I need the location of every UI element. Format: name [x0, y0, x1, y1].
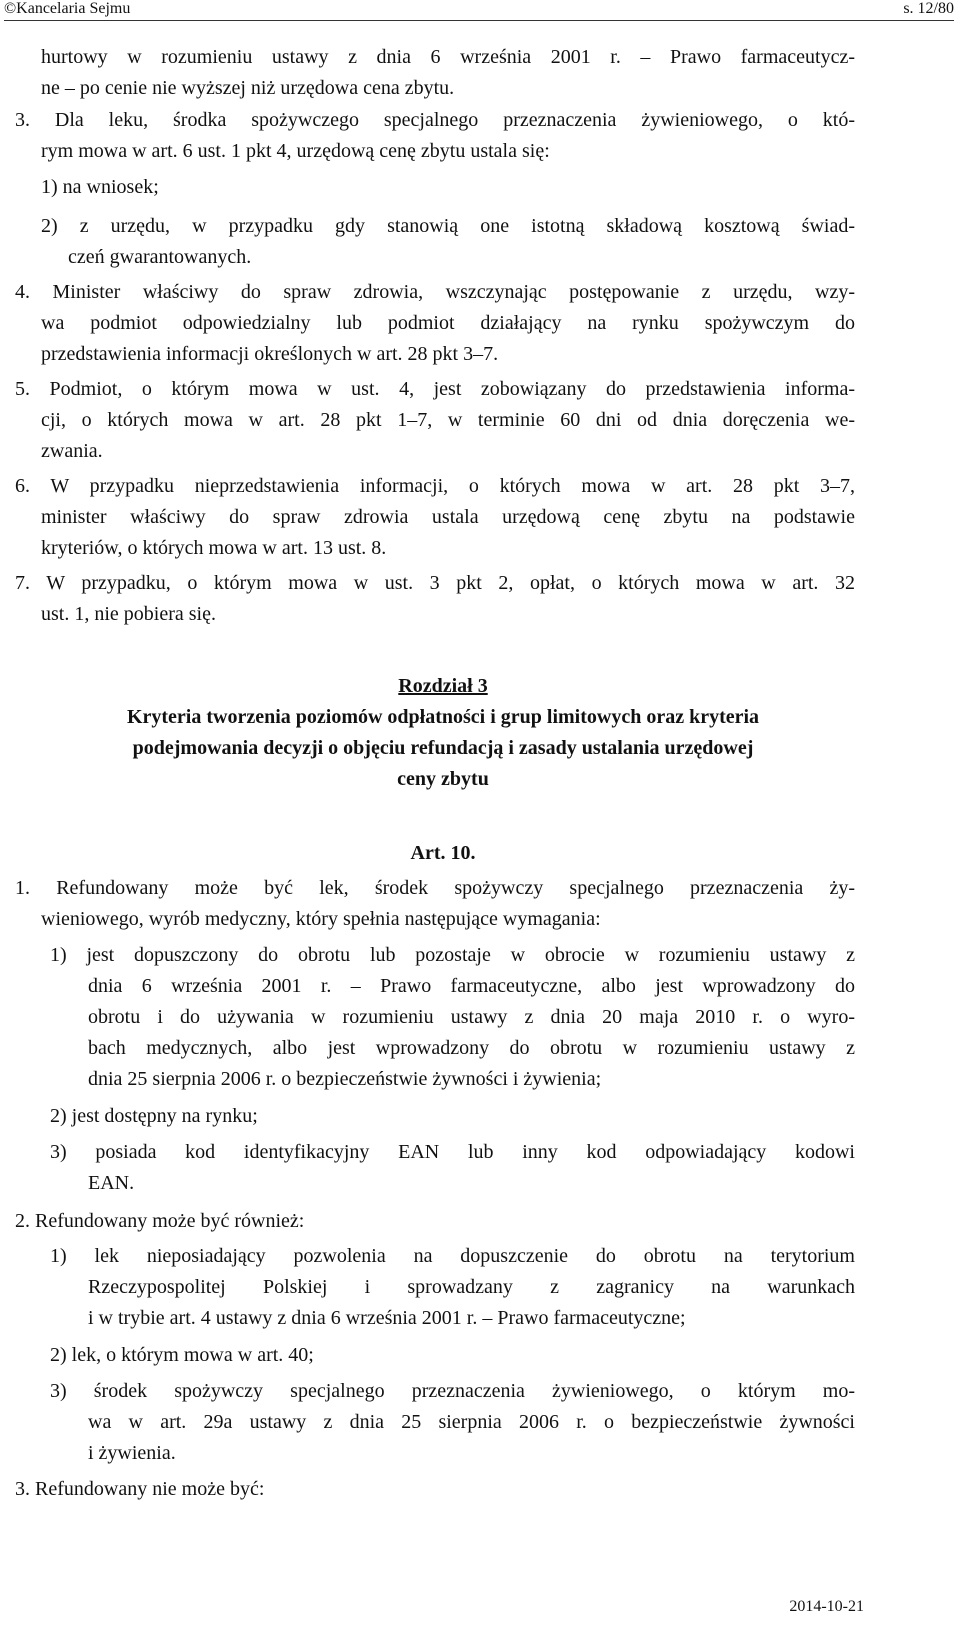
text-line: dnia 25 sierpnia 2006 r. o bezpieczeństwie żywności i żywienia;	[88, 1068, 602, 1090]
text-line: obrotu i do używania w rozumieniu ustawy z dnia 20 maja 2010 r. o wyro-	[88, 1006, 855, 1028]
text-line: 1) jest dopuszczony do obrotu lub pozostaje w obrocie w rozumieniu ustawy z	[50, 944, 855, 966]
text-line: 1) lek nieposiadający pozwolenia na dopuszczenie do obrotu na terytorium	[50, 1245, 855, 1267]
text-line: 6. W przypadku nieprzedstawienia informacji, o których mowa w art. 28 pkt 3–7,	[15, 475, 855, 497]
text-line: ust. 1, nie pobiera się.	[41, 603, 216, 625]
text-line: EAN.	[88, 1172, 135, 1194]
text-line: i żywienia.	[88, 1442, 176, 1464]
text-line: 1) na wniosek;	[41, 176, 159, 198]
text-line: 2) lek, o którym mowa w art. 40;	[50, 1344, 314, 1366]
text-line: dnia 6 września 2001 r. – Prawo farmaceutyczne, albo jest wprowadzony do	[88, 975, 855, 997]
text-line: 2) jest dostępny na rynku;	[50, 1105, 258, 1127]
header-copyright: ©Kancelaria Sejmu	[4, 0, 131, 17]
text-line: cji, o których mowa w art. 28 pkt 1–7, w terminie 60 dni od dnia doręczenia we-	[41, 409, 855, 431]
text-line: rym mowa w art. 6 ust. 1 pkt 4, urzędową cenę zbytu ustala się:	[41, 140, 550, 162]
footer-date: 2014-10-21	[789, 1598, 864, 1615]
page-header	[0, 0, 960, 20]
chapter-title-line: podejmowania decyzji o objęciu refundacją i zasady ustalania urzędowej	[132, 737, 754, 759]
text-line: 3. Refundowany nie może być:	[15, 1478, 265, 1500]
text-line: czeń gwarantowanych.	[68, 246, 252, 268]
text-line: 3) posiada kod identyfikacyjny EAN lub inny kod odpowiadający kodowi	[50, 1141, 855, 1163]
text-line: wa w art. 29a ustawy z dnia 25 sierpnia 2006 r. o bezpieczeństwie żywności	[88, 1411, 855, 1433]
text-line: 2. Refundowany może być również:	[15, 1210, 305, 1232]
text-line: 3) środek spożywczy specjalnego przeznaczenia żywieniowego, o którym mo-	[50, 1380, 855, 1402]
text-line: Rzeczypospolitej Polskiej i sprowadzany z zagranicy na warunkach	[88, 1276, 855, 1298]
chapter-number: Rozdział 3	[398, 675, 488, 697]
header-rule	[4, 20, 954, 21]
text-line: bach medycznych, albo jest wprowadzony do obrotu w rozumieniu ustawy z	[88, 1037, 855, 1059]
text-line: kryteriów, o których mowa w art. 13 ust. 8.	[41, 537, 387, 559]
text-line: ne – po cenie nie wyższej niż urzędowa cena zbytu.	[41, 77, 455, 99]
text-line: zwania.	[41, 440, 103, 462]
text-line: i w trybie art. 4 ustawy z dnia 6 września 2001 r. – Prawo farmaceutyczne;	[88, 1307, 686, 1329]
text-line: wieniowego, wyrób medyczny, który spełnia następujące wymagania:	[41, 908, 601, 930]
text-line: przedstawienia informacji określonych w art. 28 pkt 3–7.	[41, 343, 499, 365]
chapter-title-line: ceny zbytu	[397, 768, 489, 790]
text-line: 1. Refundowany może być lek, środek spożywczy specjalnego przeznaczenia ży-	[15, 877, 855, 899]
text-line: 5. Podmiot, o którym mowa w ust. 4, jest zobowiązany do przedstawienia informa-	[15, 378, 855, 400]
text-line: 4. Minister właściwy do spraw zdrowia, wszczynając postępowanie z urzędu, wzy-	[15, 281, 855, 303]
text-line: 3. Dla leku, środka spożywczego specjalnego przeznaczenia żywieniowego, o któ-	[15, 109, 855, 131]
text-line: hurtowy w rozumieniu ustawy z dnia 6 września 2001 r. – Prawo farmaceutycz-	[41, 46, 855, 68]
text-line: wa podmiot odpowiedzialny lub podmiot działający na rynku spożywczym do	[41, 312, 855, 334]
chapter-title-line: Kryteria tworzenia poziomów odpłatności i grup limitowych oraz kryteria	[126, 706, 760, 728]
text-line: minister właściwy do spraw zdrowia ustala urzędową cenę zbytu na podstawie	[41, 506, 855, 528]
article-heading: Art. 10.	[410, 842, 476, 864]
text-line: 7. W przypadku, o którym mowa w ust. 3 pkt 2, opłat, o których mowa w art. 32	[15, 572, 855, 594]
header-page-number: s. 12/80	[903, 0, 954, 17]
text-line: 2) z urzędu, w przypadku gdy stanowią one istotną składową kosztową świad-	[41, 215, 855, 237]
